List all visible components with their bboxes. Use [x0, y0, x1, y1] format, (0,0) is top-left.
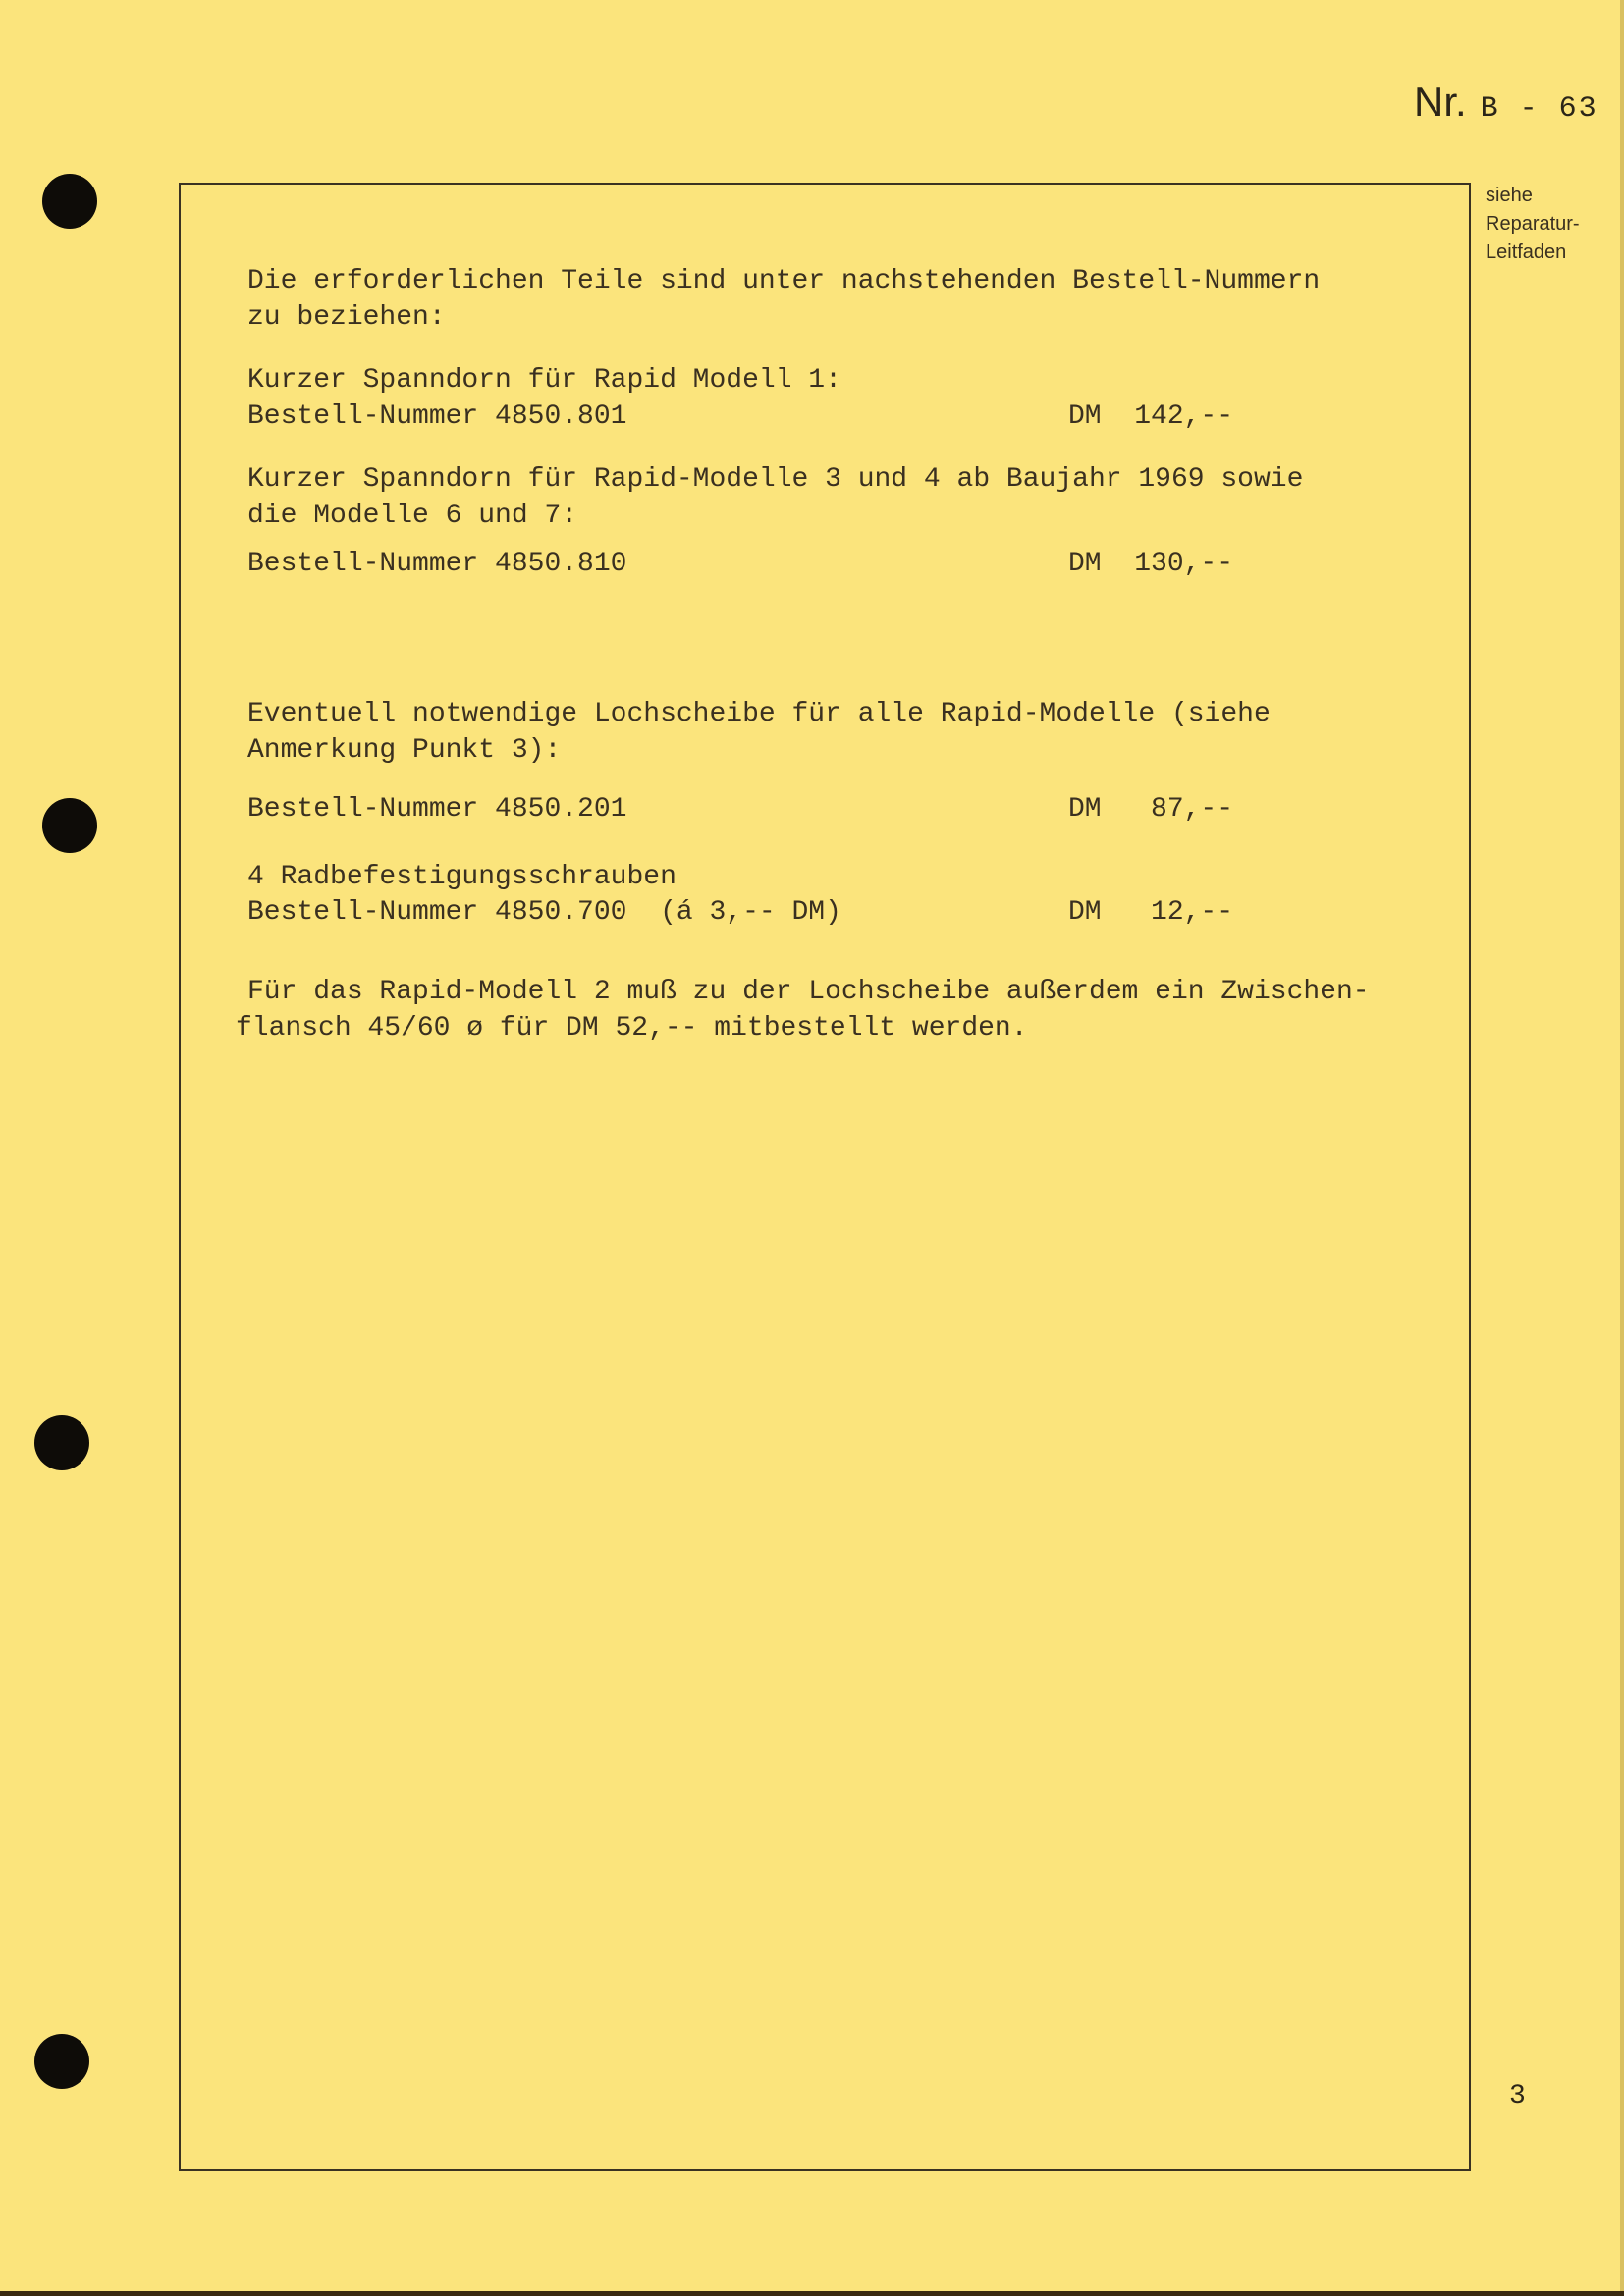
item3-title-line-2: Anmerkung Punkt 3):	[247, 735, 562, 766]
item1-price: DM 142,--	[1068, 401, 1234, 432]
page-edge-bottom	[0, 2291, 1624, 2296]
side-note	[1486, 182, 1580, 267]
note-line-2: flansch 45/60 ø für DM 52,-- mitbestellt werden.	[236, 1013, 1028, 1043]
item3-order-number: Bestell-Nummer 4850.201	[247, 794, 627, 825]
punch-hole-4	[34, 2034, 89, 2089]
item4-price: DM 12,--	[1068, 897, 1234, 928]
item1-order-number: Bestell-Nummer 4850.801	[247, 401, 627, 432]
item3-title-line-1: Eventuell notwendige Lochscheibe für alle Rapid-Modelle (siehe	[247, 699, 1271, 729]
item2-price: DM 130,--	[1068, 549, 1234, 579]
side-note-line-2: Reparatur-	[1486, 213, 1580, 235]
document-number-value: B - 63	[1480, 92, 1598, 126]
punch-hole-3	[34, 1415, 89, 1470]
item1-title: Kurzer Spanndorn für Rapid Modell 1:	[247, 365, 841, 396]
punch-hole-1	[42, 174, 97, 229]
item3-price: DM 87,--	[1068, 794, 1234, 825]
side-note-line-3: Leitfaden	[1486, 241, 1567, 263]
intro-line-1: Die erforderlichen Teile sind unter nachstehenden Bestell-Nummern	[247, 266, 1321, 296]
punch-hole-2	[42, 798, 97, 853]
side-note-line-1: siehe	[1486, 185, 1533, 206]
item2-title-line-1: Kurzer Spanndorn für Rapid-Modelle 3 und 4 ab Baujahr 1969 sowie	[247, 464, 1304, 495]
item4-order-number: Bestell-Nummer 4850.700 (á 3,-- DM)	[247, 897, 841, 928]
note-line-1: Für das Rapid-Modell 2 muß zu der Lochscheibe außerdem ein Zwischen-	[247, 977, 1370, 1007]
item2-order-number: Bestell-Nummer 4850.810	[247, 549, 627, 579]
page-number: 3	[1509, 2081, 1526, 2111]
item4-title: 4 Radbefestigungsschrauben	[247, 862, 677, 892]
page-edge-right	[1620, 0, 1624, 2296]
intro-line-2: zu beziehen:	[247, 302, 446, 333]
document-number	[1414, 79, 1598, 126]
document-number-label: Nr.	[1414, 79, 1467, 125]
item2-title-line-2: die Modelle 6 und 7:	[247, 501, 578, 531]
